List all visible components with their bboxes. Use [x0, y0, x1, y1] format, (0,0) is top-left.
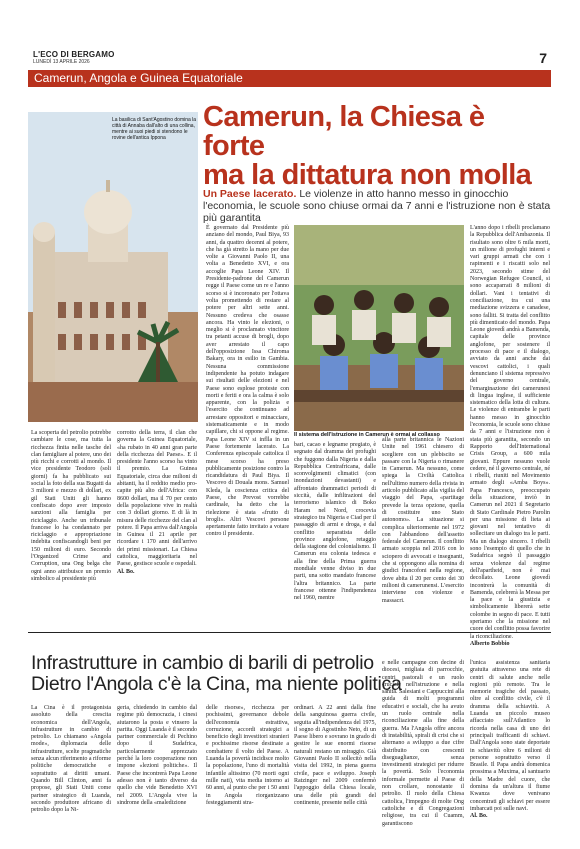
main-headline: [203, 103, 553, 190]
top-column-3: [206, 225, 289, 625]
photo-caption: La basilica di Sant'Agostino domina la città di Annaba dall'alto di una collina, mentre ai suoi piedi si stendono le rovine dell'antica Ippona: [112, 117, 197, 141]
top-column-5: [382, 225, 464, 625]
basilica-illustration: [28, 112, 198, 422]
bottom-headline-line-2: Dietro l'Angola c'è la Cina, ma niente politica: [31, 673, 402, 695]
bottom-column-2: [117, 705, 197, 845]
bottom-headline-line-1: Infrastrutture in cambio di barili di petrolio: [31, 652, 374, 674]
issue-date: LUNEDÌ 13 APRILE 2026: [33, 59, 90, 65]
headline-line-1: Camerun, la Chiesa è forte: [203, 101, 485, 162]
top-column-1: [31, 430, 111, 626]
bottom-column-1-text: La Cina è il protagonista assoluto della crescita economica dell'Angola, infrastrutture in cambio di petrolio. Lo chiamano «Angola mode», diplomazia delle infrastrutture, scelte pragmatiche senza alcun riferimento a riforme politiche democratiche e soprattutto ai diritti umani. Quando Bill Clinton, anni fa propose, gli Stati Uniti come partner strategico di Luanda, secondo produttore africano di petrolio dopo la Ni-: [31, 705, 111, 814]
top-column-5-text: alla parte britannica le Nazioni Unite nel 1961 chiesero di scegliere con un plebiscito se passare con la Nigeria o rimanere in Camerun. Ma nessuno, come spiega la Civiltà Cattolica nell'ultimo numero della rivista in articolo pubblicato alla vigilia del viaggio del Papa, «partitage prevede la terza opzione, quella di costituire uno Stato autonomo». La situazione si complica ulteriormente nel 1972 con l'abbandono dell'assetto federale del Camerun. Il conflitto armato scoppia nel 2016 con lo sciopero di avvocati e insegnanti, che si oppongono alla nomina di giudici francofoni nella regione, dove abita il 20 per cento dei 30 milioni di camerunensi. L'esercito interviene con violenze e massacri.: [382, 437, 464, 604]
bottom-column-3-text: delle risorse», ricchezza per pochissimi, governance debole dell'economia estrattiva, corruzione, accordi strategici a beneficio degli investitori stranieri e pochissime risorse destinate a combattere il volto del Paese. A Luanda la povertà incidisce molto la popolazione, l'uno di mortalità infantile altissimo (70 morti ogni mille nati), vita media intorno ai 60 anni, al punto che per i 50 anni in Angola riorganizzano festeggiamenti stra-: [206, 705, 289, 806]
top-column-1-text: La scoperta del petrolio potrebbe cambiare le cose, ma tutta la ricchezza finita nelle tasche del clan famigliare al potere, uno dei più ricchi e corrotti al mondo. Il vice presidente Teodoro (soli giorni) fa ha pubblicato sui social la foto della sua Bugatti da 3 milioni e mezzo di dollari, ex gil Stati Uniti gli hanno confiscato dopo aver imposto sanzioni alla famiglia per riciclaggio. Anche un tribunale francese lo ha condannato per riciclaggio e appropriazione indebita confiscandogli beni per 150 milioni di euro. Secondo l'Organized Crime and Corruption, una Ong belga che ogni anno attribuisce un premio simbolico al presidente più: [31, 430, 111, 582]
top-column-2-text: corrotto della terra, il clan che governa la Guinea Equatoriale, «ha rubato in 40 anni gran parte della ricchezza del Paese». E il presidente l'anno scorso ha vinto il premio. La Guinea Equatoriale, circa due milioni di abitanti, ha il reddito medio pro-capite più alto dell'Africa: con 8600 dollari, ma il 70 per cento della popolazione vive in realtà con 3 dollari giorno. E di là in misura delle ricchezze del clan al potere. Il Papa arriva dall'Angola in Guinea il 21 aprile per ricordare i 170 anni dell'arrivo dei primi missionari. La Chiesa cattolica, maggioritaria nel Paese, gestisce scuole e ospedali.: [117, 430, 197, 568]
top-column-2: [117, 430, 197, 626]
classroom-caption: Il sistema dell'istruzione in Camerun è ormai al collasso: [294, 432, 440, 438]
top-column-6: [470, 225, 550, 647]
bottom-column-4-text: ordinari. A 22 anni dalla fine della sanguinosa guerra civile, seguita all'indipendenza del 1975, il sogno di Agostinho Neto, di un Paese libero e sovrano in grado di gestire le sue enormi risorse naturali restano un miraggio. Già Giovanni Paolo II sollecitò nella visita del 1992, in piena guerra civile, pace e sviluppo. Joseph Ratzinger nel 2009 confermò l'appoggio della Chiesa locale, una delle più grandi del continente, presente nelle città: [294, 705, 376, 806]
section-divider: [28, 632, 551, 633]
basilica-photo: [28, 112, 198, 422]
top-column-4-text: bari, cacao e legname pregiato, è segnato dal dramma dei profughi che fuggono dalla Nigeria e dalla Repubblica Centrafricana, dalle sconvolgimenti climatici (con inondazioni devastanti) e affrontato drammatici periodi di siccità, dalle infiltrazioni del terrorismo islamico di Boko Haram nel Nord, crocevia strategico tra Nigeria e Ciad per il passaggio di armi e droga, e dal conflitto separatista delle province anglofone, retaggio della stagione del colonialismo. Il Camerun era colonia tedesca e alla fine della Prima guerra mondiale venne diviso in due parti, una sotto mandato francese l'altra britannico. La parte francese ottenne l'indipendenza nel 1960, mentre: [294, 442, 376, 602]
subheadline: [203, 188, 553, 224]
top-column-3-text: È governato dal Presidente più anziano del mondo, Paul Biya, 93 anni, da quattro decenni al potere, che ha già stretto la mano per due volte a Giovanni Paolo II, una volta a Benedetto XVI, e ora accoglie Papa Leone XIV. Il Presidente-padrone del Camerun regge il Paese come un re e l'anno scorso si è incoronato per l'ottava volta promettendo di restare al potere per altri sette anni. Nessuno credeva che osasse ancora. Ha vinto le elezioni, o meglio si è proclamato vincitore tra petanti accuse di brogli, dopo aver arrestato il capo dell'opposizione Issa Chiroma Bakary, ora in esilio in Gambia. Nessuna commissione indipendente ha potuto indagare sui risultati delle elezioni e nel Paese sono esplose proteste con morti e feriti e ora la calma è solo apparente, con la polizia e l'esercito che continuano ad arrestare oppositori e minacciare, sistematicamente e in modo capillare, chi si oppone al regime. Papa Leone XIV si inflla in un Paese fortemente lacerato. La Conferenza episcopale cattolica il mese scorso ha preso pubblicamente posizione contro la ricandidatura di Paul Biya. Il Vescovo di Douala mons. Samuel Kleda, la coscienza critica del Paese, che Prevost vorrebbe cardinale, ha detto che la rielezione è stata «frutto di brogli». Altri Vescovi persone apertamente fatto invitato a votare contro il presidente.: [206, 225, 289, 538]
bottom-column-3: [206, 705, 289, 845]
top-column-6-signature: Alberto Bobbio: [470, 640, 510, 647]
bottom-column-5: [382, 660, 464, 845]
kicker: Un Paese lacerato.: [203, 188, 297, 200]
bottom-column-6-text: l'unica assistenza sanitaria gratuita attraverso una rete di centri di salute anche nelle regioni più remote. Tra le memorie tragiche del passato, oltre al conflitto civile, c'è il dramma della schiavitù. A Luanda un piccolo museo affacciato sull'Atlantico lo ricorda nella casa di uno dei principali trafficanti di schiavi. Dall'Angola sono state deportate in schiavitù oltre 6 milioni di persone soprattutto verso il Brasile. Il Papa andrà domenica prossima a Muxima, al santuario della Madre del cuore, che domina da un'altura il fiume Kwanza dove venivano concentrati gli schiavi per essere imbarcati poi sulle navi.: [470, 660, 550, 812]
subhead-text: Le violenze in atto hanno messo in ginocchio l'economia, le scuole sono chiuse ormai da 7 anni e l'istruzione non è stata più garantita: [203, 188, 551, 224]
column-5-spacer: [382, 225, 464, 437]
page-number: 7: [539, 50, 547, 66]
section-band: [28, 70, 551, 87]
bottom-column-6-signature: Al. Bo.: [470, 813, 488, 820]
section-title: Camerun, Angola e Guinea Equatoriale: [34, 71, 243, 85]
bottom-column-1: [31, 705, 111, 845]
bottom-column-6: [470, 660, 550, 845]
top-column-4: [294, 442, 376, 626]
bottom-column-2-text: geria, chiedendo in cambio dal regime più democrazia, i cinesi aiutarono la posta e vinsero la partita. Oggi Luanda è il secondo partner commerciale di Pechino dopo il Sudafrica, particolarmente apprezzato perché la loro cooperazione non impone «lezioni politiche». Il Paese che incontrerà Papa Leone adesso non è tanto diverso da quello che vide Benedetto XVI nel 2009. L'Angola vive la sindrome della «maledizione: [117, 705, 197, 806]
bottom-column-5-text: e nelle campagne con decine di diocesi, migliaia di parrocchie, centri pastorali e un ruolo cruciale nell'istruzione e nella sanità. Salesiani e Cappuccini alla guida di molti programmi educativi e sociali, che ha avuto un ruolo centrale nella riconciliazione alla fine della guerra. Ma l'Angola offre ancora di instabilità, spirali di crisi che si alternano a sviluppo a due cifre distribuito con crescenti diseguaglianze, senza investimenti strategici per ridurre la povertà. Solo l'economia informale permette al Paese di non crollare, nonostante il petrolio. Il ruolo della Chiesa cattolica, l'impegno di molte Ong cattoliche e di Congregazioni religiose, tra cui il Cuamm, garantiscono: [382, 660, 464, 827]
bottom-column-4: [294, 705, 376, 845]
headline-line-2: ma la dittatura non molla: [203, 159, 532, 191]
top-column-2-signature: Al. Bo.: [117, 568, 135, 575]
top-column-6-text: L'anno dopo i ribelli proclamano la Repubblica dell'Ambazonia. Il risultato sono oltre 6 mila morti, un milione di profughi interni e vari gruppi armati che con i rapimenti e i riscatti solo nel 2023, secondo stime del Norwegian Refugee Council, si sono accaparrati 8 milioni di dollari. Vani i tentativi di conciliazione, tra cui una mediazione svizzera e canadese, sono falliti. Si tratta del conflitto più dimenticato del mondo. Papa Leone giovedì andrà a Bamenda, capitale delle province anglofone, per sostenere il processo di pace e il dialogo, avviato da anni anche dai vescovi cattolici, i quali denunciano il sistema repressivo del governo centrale, l'emarginazione dei camerunesi di lingua inglese, il sufficiente sistematico della lotta di cultura. Le violenze di entrambe le parti hanno messo in ginocchio l'economia, le scuole sono chiuse da 7 anni e l'istruzione non è stata più garantita, secondo un Rapporto dell'International Crisis Group, a 600 mila giovani. Eppure nessuno vuole cedere, né il governo centrale, né i ribelli, riuniti nel Movimento armato degli «Amba Boys». Papa Francesco, preoccupato della situazione, inviò in Camerun nel 2021 il Segretario di Stato Cardinale Pietro Parolin per una missione di lieta ai giovani nel tentativo di sollecitare un dialogo tra le parti. Ma un dialogo sincero. I ribelli sono l'esempio di quello che in Sudafrica segnò il passaggio senza violenze dal regime dell'apartheid, non è mai decollato. Leone giovedì incontrerà la comunità di Bamenda, celebrerà la Messa per la pace e la giustizia e simbolicamente libererà sette colombe in segno di pace. E tutti speriamo che la missione nel cuore del conflitto possa favorire la riconciliazione.: [470, 225, 550, 640]
newspaper-brand: L'ECO DI BERGAMO: [33, 50, 115, 59]
